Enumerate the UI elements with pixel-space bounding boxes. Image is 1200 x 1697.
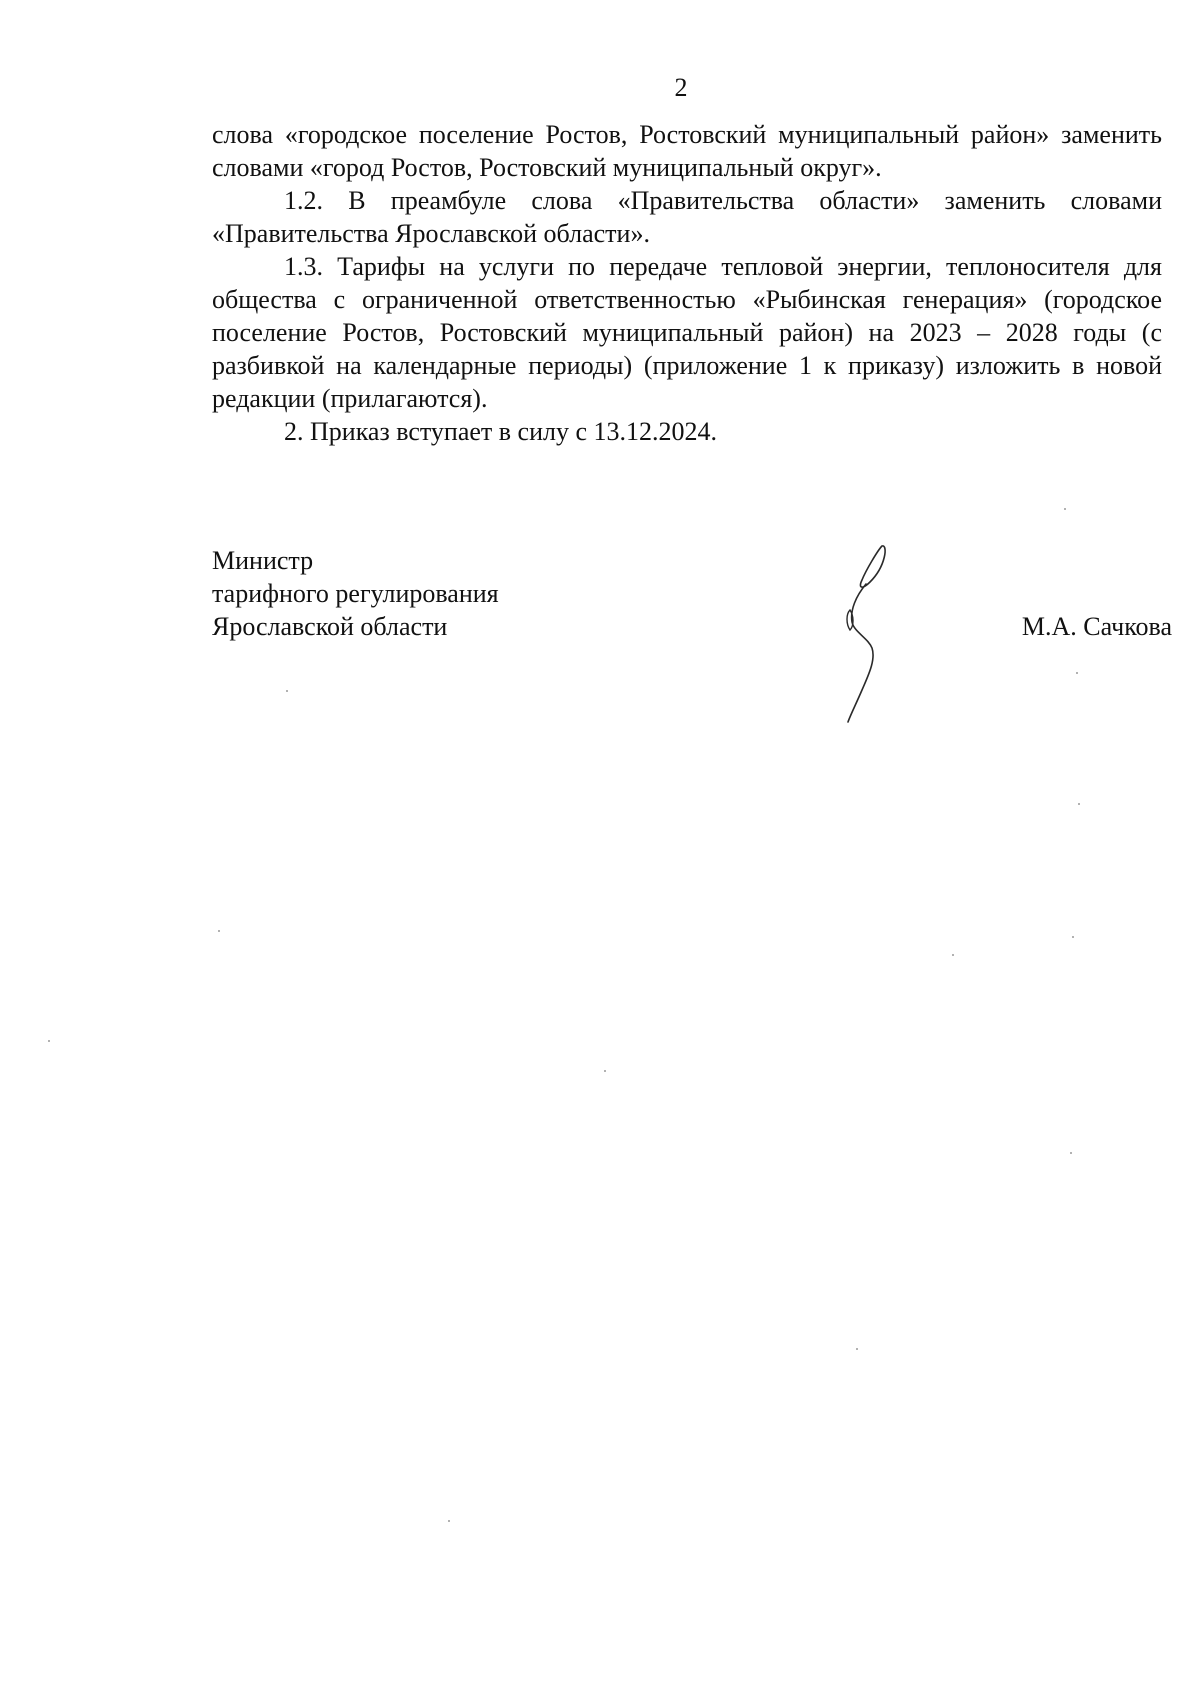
scan-speck [448, 1520, 450, 1522]
scan-speck [952, 954, 954, 956]
scan-speck [218, 930, 220, 932]
scan-speck [286, 690, 288, 692]
scan-speck [48, 1040, 50, 1042]
scan-speck [1078, 803, 1080, 805]
signer-title [212, 544, 1162, 643]
page-number: 2 [674, 73, 688, 102]
paragraph-continuation: слова «городское поселение Ростов, Ростовский муниципальный район» заменить словами «город Ростов, Ростовский муниципальный округ». [212, 120, 1162, 182]
paragraph-1-3: 1.3. Тарифы на услуги по передаче тепловой энергии, теплоносителя для общества с ограниченной ответственностью «Рыбинская генерация» (городское поселение Ростов, Ростовский муниципальный район) на 2023 – 2028 годы (с разбивкой на календарные периоды) (приложение 1 к приказу) изложить в новой редакции (прилагаются). [212, 252, 1162, 413]
signer-title-line-3: Ярославской области [212, 612, 448, 641]
document-body [212, 118, 1162, 448]
handwritten-signature [828, 544, 908, 724]
scan-speck [856, 1348, 858, 1350]
scan-speck [1064, 508, 1066, 510]
signer-title-line-1: Министр [212, 546, 314, 575]
scan-speck [1072, 936, 1074, 938]
paragraph-2: 2. Приказ вступает в силу с 13.12.2024. [284, 417, 718, 446]
signature-block [212, 544, 1172, 643]
scan-speck [1070, 1152, 1072, 1154]
paragraph-1-2: 1.2. В преамбуле слова «Правительства области» заменить словами «Правительства Ярославской области». [212, 186, 1162, 248]
scan-speck [604, 1070, 606, 1072]
signer-name: М.А. Сачкова [1021, 612, 1172, 641]
signer-title-line-2: тарифного регулирования [212, 579, 499, 608]
scan-speck [1076, 672, 1078, 674]
